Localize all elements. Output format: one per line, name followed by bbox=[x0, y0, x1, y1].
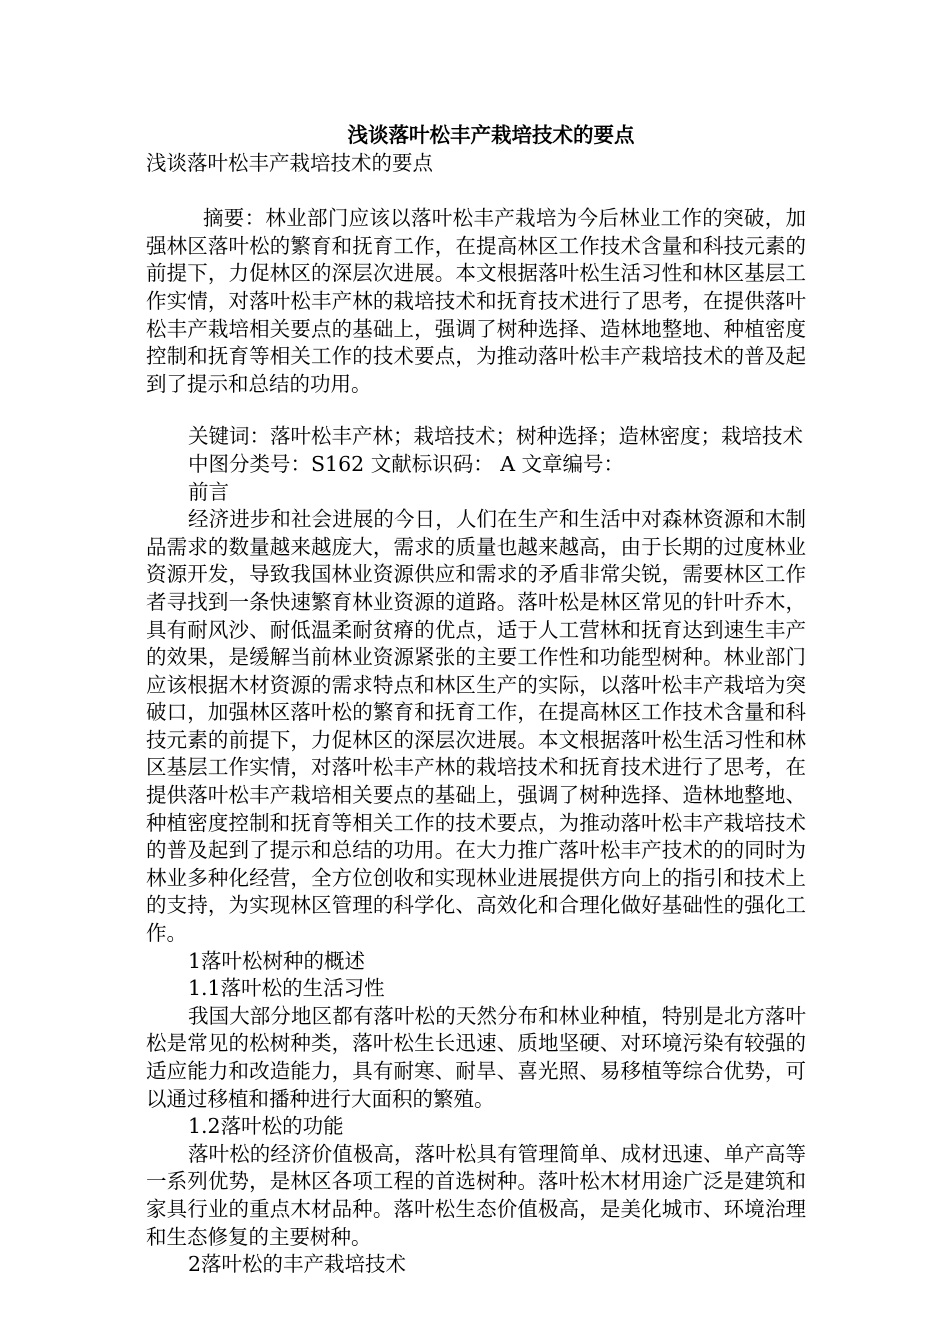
spacer bbox=[146, 398, 806, 423]
keywords-paragraph: 关键词：落叶松丰产林；栽培技术；树种选择；造林密度；栽培技术 bbox=[188, 424, 803, 449]
section-2-heading: 2落叶松的丰产栽培技术 bbox=[188, 1252, 407, 1277]
abstract-paragraph: 摘要：林业部门应该以落叶松丰产栽培为今后林业工作的突破，加强林区落叶松的繁育和抚育工作，在提高林区工作技术含量和科技元素的前提下，力促林区的深层次进展。本文根据落叶松生活习性和林区基层工作实情，对落叶松丰产林的栽培技术和抚育技术进行了思考，在提供落叶松丰产栽培相关要点的基础上，强调了树种选择、造林地整地、种植密度控制和抚育等相关工作的技术要点，为推动落叶松丰产栽培技术的普及起到了提示和总结的功用。 bbox=[146, 206, 806, 396]
preface-paragraph: 经济进步和社会进展的今日，人们在生产和生活中对森林资源和木制品需求的数量越来越庞大，需求的质量也越来越高，由于长期的过度林业资源开发，导致我国林业资源供应和需求的矛盾非常尖锐，需要林区工作者寻找到一条快速繁育林业资源的道路。落叶松是林区常见的针叶乔木，具有耐风沙、耐低温柔耐贫瘠的优点，适于人工营林和抚育达到速生丰产的效果，是缓解当前林业资源紧张的主要工作性和功能型树种。林业部门应该根据木材资源的需求特点和林区生产的实际，以落叶松丰产栽培为突破口，加强林区落叶松的繁育和抚育工作，在提高林区工作技术含量和科技元素的前提下，力促林区的深层次进展。本文根据落叶松生活习性和林区基层工作实情，对落叶松丰产林的栽培技术和抚育技术进行了思考，在提供落叶松丰产栽培相关要点的基础上，强调了树种选择、造林地整地、种植密度控制和抚育等相关工作的技术要点，为推动落叶松丰产栽培技术的普及起到了提示和总结的功用。在大力推广落叶松丰产技术的的同时为林业多种化经营，全方位创收和实现林业进展提供方向上的指引和技术上的支持，为实现林区管理的科学化、高效化和合理化做好基础性的强化工作。 bbox=[146, 507, 806, 946]
section-1-heading: 1落叶松树种的概述 bbox=[188, 948, 366, 973]
document-title: 浅谈落叶松丰产栽培技术的要点 bbox=[347, 123, 635, 147]
spacer bbox=[146, 177, 806, 205]
section-1-2-paragraph: 落叶松的经济价值极高，落叶松具有管理简单、成材迅速、单产高等一系列优势，是林区各项工程的首选树种。落叶松木材用途广泛是建筑和家具行业的重点木材品种。落叶松生态价值极高，是美化城市、环境治理和生态修复的主要树种。 bbox=[146, 1141, 806, 1249]
classification-line: 中图分类号：S162 文献标识码： A 文章编号： bbox=[188, 451, 625, 476]
section-1-1-paragraph: 我国大部分地区都有落叶松的天然分布和林业种植，特别是北方落叶松是常见的松树种类，落叶松生长迅速、质地坚硬、对环境污染有较强的适应能力和改造能力，具有耐寒、耐旱、喜光照、易移植等综合优势，可以通过移植和播种进行大面积的繁殖。 bbox=[146, 1003, 806, 1111]
document-page bbox=[146, 122, 806, 1279]
document-subtitle: 浅谈落叶松丰产栽培技术的要点 bbox=[146, 150, 433, 175]
section-1-2-heading: 1.2落叶松的功能 bbox=[188, 1114, 344, 1139]
section-1-1-heading: 1.1落叶松的生活习性 bbox=[188, 976, 385, 1001]
preface-heading: 前言 bbox=[188, 479, 229, 504]
